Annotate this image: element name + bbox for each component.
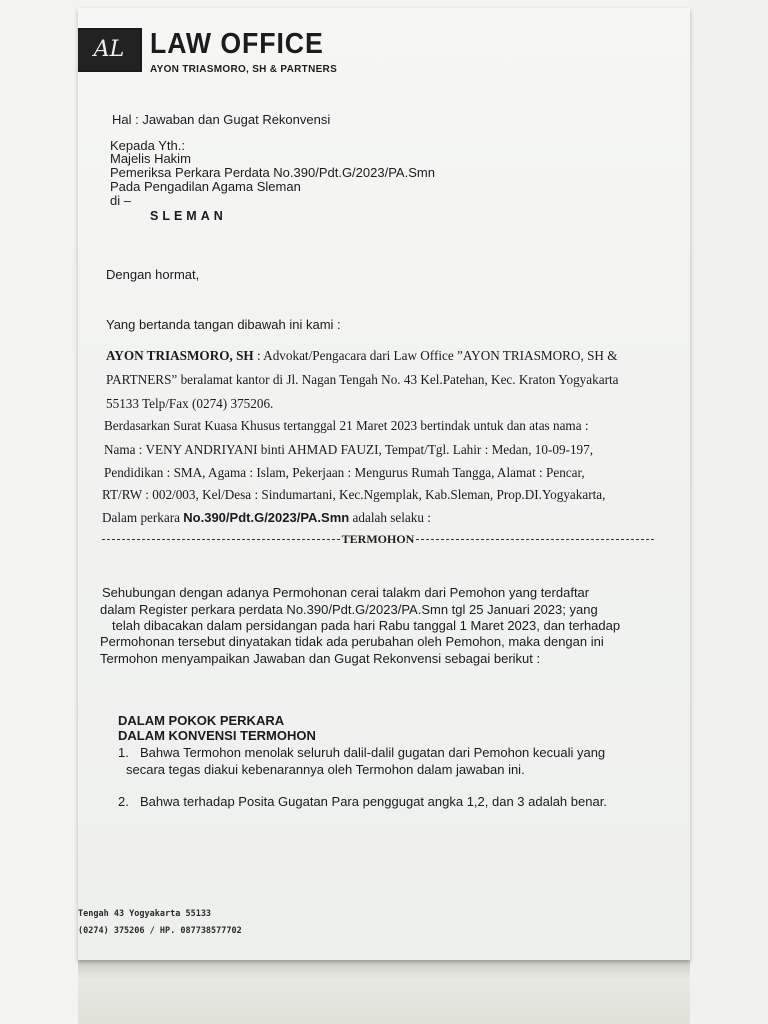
recipient-line: di –	[110, 193, 131, 208]
footer-address: Tengah 43 Yogyakarta 55133	[78, 909, 212, 919]
case-prefix: Dalam perkara	[102, 510, 184, 525]
letterhead-title: LAW OFFICE	[150, 28, 324, 60]
intro-line: Yang bertanda tangan dibawah ini kami :	[106, 317, 341, 332]
recipient-city: SLEMAN	[150, 209, 227, 223]
case-suffix: adalah selaku :	[349, 510, 431, 525]
client-line: Nama : VENY ANDRIYANI binti AHMAD FAUZI, Tempat/Tgl. Lahir : Medan, 10-09-197,	[104, 442, 594, 457]
point-number: 1.	[118, 745, 129, 760]
background-right	[690, 0, 768, 1024]
divider-dashes-right	[416, 539, 654, 540]
body-line: telah dibacakan dalam persidangan pada hari Rabu tanggal 1 Maret 2023, dan terhadap	[112, 618, 621, 633]
advocate-description: : Advokat/Pengacara dari Law Office ”AYON TRIASMORO, SH &	[253, 348, 618, 363]
law-office-logo: AL	[78, 28, 142, 72]
footer-phone: (0274) 375206 / HP. 087738577702	[78, 926, 242, 936]
recipient-line: Pemeriksa Perkara Perdata No.390/Pdt.G/2023/PA.Smn	[110, 165, 435, 180]
recipient-line: Kepada Yth.:	[110, 138, 185, 153]
client-line: RT/RW : 002/003, Kel/Desa : Sindumartani, Kec.Ngemplak, Kab.Sleman, Prop.DI.Yogyakarta,	[102, 487, 606, 502]
point-number: 2.	[118, 794, 129, 809]
recipient-line: Majelis Hakim	[110, 151, 191, 166]
section-title: DALAM KONVENSI TERMOHON	[118, 728, 316, 743]
section-title: DALAM POKOK PERKARA	[118, 713, 285, 728]
case-number: No.390/Pdt.G/2023/PA.Smn	[183, 510, 350, 525]
divider-dashes-left	[102, 539, 340, 540]
document-page	[78, 8, 690, 960]
body-line: Termohon menyampaikan Jawaban dan Gugat Rekonvensi sebagai berikut :	[100, 651, 541, 666]
point-text: Bahwa Termohon menolak seluruh dalil-dalil gugatan dari Pemohon kecuali yang	[140, 745, 606, 760]
point-text: Bahwa terhadap Posita Gugatan Para penggugat angka 1,2, dan 3 adalah benar.	[140, 794, 607, 809]
recipient-line: Pada Pengadilan Agama Sleman	[110, 179, 301, 194]
role-label: TERMOHON	[341, 532, 415, 546]
letterhead-subtitle: AYON TRIASMORO, SH & PARTNERS	[150, 64, 338, 75]
case-line	[102, 510, 431, 526]
advocate-address: PARTNERS” beralamat kantor di Jl. Nagan Tengah No. 43 Kel.Patehan, Kec. Kraton Yogyakarta	[106, 372, 619, 387]
advocate-phone: 55133 Telp/Fax (0274) 375206.	[106, 396, 274, 411]
advocate-name: AYON TRIASMORO, SH	[106, 348, 254, 363]
desk-surface	[78, 960, 690, 1024]
advocate-line	[106, 348, 617, 364]
client-line: Pendidikan : SMA, Agama : Islam, Pekerjaan : Mengurus Rumah Tangga, Alamat : Pencar,	[104, 465, 585, 480]
background-left	[0, 0, 78, 1024]
subject-line: Hal : Jawaban dan Gugat Rekonvensi	[112, 112, 331, 127]
role-divider	[102, 532, 654, 547]
greeting: Dengan hormat,	[106, 267, 200, 282]
body-line: Permohonan tersebut dinyatakan tidak ada perubahan oleh Pemohon, maka dengan ini	[100, 634, 604, 649]
point-text: secara tegas diakui kebenarannya oleh Termohon dalam jawaban ini.	[126, 762, 525, 777]
body-line: dalam Register perkara perdata No.390/Pdt.G/2023/PA.Smn tgl 25 Januari 2023; yang	[100, 602, 598, 617]
body-line: Sehubungan dengan adanya Permohonan cerai talakm dari Pemohon yang terdaftar	[102, 585, 590, 600]
authority-line: Berdasarkan Surat Kuasa Khusus tertanggal 21 Maret 2023 bertindak untuk dan atas nama :	[104, 418, 589, 433]
